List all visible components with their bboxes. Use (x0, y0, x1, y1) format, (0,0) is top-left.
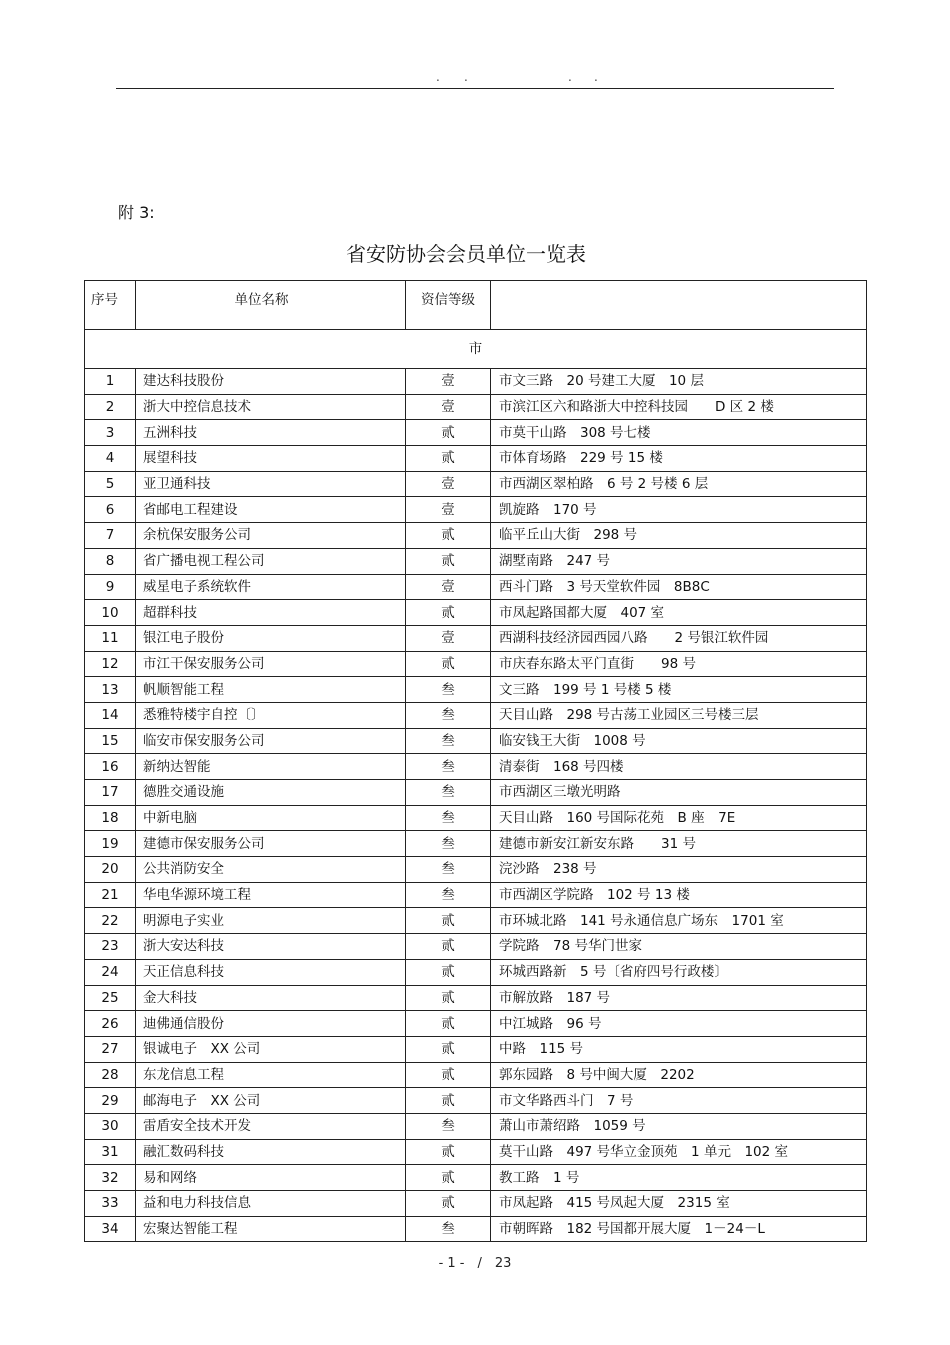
table-row (85, 908, 867, 934)
cell-credit-grade: 贰 (406, 1036, 491, 1062)
cell-seq: 34 (85, 1216, 136, 1242)
cell-credit-grade: 贰 (406, 446, 491, 472)
cell-seq: 32 (85, 1165, 136, 1191)
header-rule (116, 88, 834, 89)
cell-seq: 8 (85, 548, 136, 574)
cell-credit-grade: 贰 (406, 985, 491, 1011)
cell-address: 郭东园路 8 号中闽大厦 2202 (491, 1062, 867, 1088)
cell-address: 凯旋路 170 号 (491, 497, 867, 523)
cell-unit-name: 浙大中控信息技术 (136, 394, 406, 420)
cell-seq: 18 (85, 805, 136, 831)
header-address (491, 281, 867, 330)
cell-credit-grade: 壹 (406, 471, 491, 497)
cell-credit-grade: 壹 (406, 497, 491, 523)
cell-seq: 12 (85, 651, 136, 677)
cell-credit-grade: 壹 (406, 394, 491, 420)
table-row (85, 728, 867, 754)
cell-credit-grade: 贰 (406, 959, 491, 985)
cell-seq: 2 (85, 394, 136, 420)
cell-seq: 6 (85, 497, 136, 523)
cell-seq: 31 (85, 1139, 136, 1165)
cell-address: 西湖科技经济园西园八路 2 号银江软件园 (491, 625, 867, 651)
cell-credit-grade: 叁 (406, 677, 491, 703)
cell-unit-name: 中新电脑 (136, 805, 406, 831)
cell-address: 临平丘山大街 298 号 (491, 523, 867, 549)
cell-address: 萧山市萧绍路 1059 号 (491, 1113, 867, 1139)
table-row (85, 574, 867, 600)
cell-address: 中路 115 号 (491, 1036, 867, 1062)
cell-credit-grade: 叁 (406, 754, 491, 780)
table-row (85, 702, 867, 728)
cell-address: 市西湖区三墩光明路 (491, 780, 867, 806)
table-row (85, 1036, 867, 1062)
cell-credit-grade: 壹 (406, 369, 491, 395)
cell-seq: 4 (85, 446, 136, 472)
cell-address: 学院路 78 号华门世家 (491, 934, 867, 960)
cell-seq: 26 (85, 1011, 136, 1037)
cell-unit-name: 威星电子系统软件 (136, 574, 406, 600)
cell-seq: 7 (85, 523, 136, 549)
table-row (85, 651, 867, 677)
cell-address: 临安钱王大街 1008 号 (491, 728, 867, 754)
header-dot: . (464, 70, 468, 84)
cell-unit-name: 邮海电子 XX 公司 (136, 1088, 406, 1114)
table-row (85, 446, 867, 472)
cell-seq: 3 (85, 420, 136, 446)
cell-seq: 25 (85, 985, 136, 1011)
cell-credit-grade: 贰 (406, 600, 491, 626)
table-row (85, 677, 867, 703)
cell-address: 文三路 199 号 1 号楼 5 楼 (491, 677, 867, 703)
table-row (85, 1139, 867, 1165)
cell-credit-grade: 叁 (406, 831, 491, 857)
cell-seq: 22 (85, 908, 136, 934)
cell-unit-name: 明源电子实业 (136, 908, 406, 934)
header-dot: . (594, 70, 598, 84)
cell-unit-name: 新纳达智能 (136, 754, 406, 780)
cell-address: 市庆春东路太平门直街 98 号 (491, 651, 867, 677)
cell-address: 教工路 1 号 (491, 1165, 867, 1191)
cell-seq: 1 (85, 369, 136, 395)
cell-unit-name: 迪佛通信股份 (136, 1011, 406, 1037)
cell-address: 天目山路 160 号国际花苑 B 座 7E (491, 805, 867, 831)
cell-credit-grade: 贰 (406, 523, 491, 549)
cell-credit-grade: 贰 (406, 1165, 491, 1191)
cell-address: 环城西路新 5 号〔省府四号行政楼〕 (491, 959, 867, 985)
cell-seq: 30 (85, 1113, 136, 1139)
cell-credit-grade: 壹 (406, 625, 491, 651)
table-row (85, 420, 867, 446)
cell-address: 市解放路 187 号 (491, 985, 867, 1011)
header-dot: . (436, 70, 440, 84)
cell-address: 市西湖区学院路 102 号 13 楼 (491, 882, 867, 908)
cell-address: 市环城北路 141 号永通信息广场东 1701 室 (491, 908, 867, 934)
table-row (85, 369, 867, 395)
cell-credit-grade: 叁 (406, 805, 491, 831)
attachment-label: 附 3: (118, 203, 155, 222)
cell-address: 天目山路 298 号古荡工业园区三号楼三层 (491, 702, 867, 728)
section-row (85, 330, 867, 369)
cell-address: 市凤起路 415 号凤起大厦 2315 室 (491, 1191, 867, 1217)
table-row (85, 1165, 867, 1191)
cell-unit-name: 公共消防安全 (136, 857, 406, 883)
section-label: 市 (85, 330, 867, 369)
cell-address: 建德市新安江新安东路 31 号 (491, 831, 867, 857)
cell-credit-grade: 叁 (406, 780, 491, 806)
table-row (85, 625, 867, 651)
cell-credit-grade: 贰 (406, 1139, 491, 1165)
cell-address: 莫干山路 497 号华立金顶苑 1 单元 102 室 (491, 1139, 867, 1165)
cell-unit-name: 五洲科技 (136, 420, 406, 446)
cell-unit-name: 德胜交通设施 (136, 780, 406, 806)
cell-unit-name: 融汇数码科技 (136, 1139, 406, 1165)
table-row (85, 857, 867, 883)
cell-address: 市文三路 20 号建工大厦 10 层 (491, 369, 867, 395)
cell-unit-name: 银江电子股份 (136, 625, 406, 651)
table-row (85, 497, 867, 523)
cell-seq: 11 (85, 625, 136, 651)
member-table (84, 280, 867, 1242)
table-row (85, 523, 867, 549)
cell-seq: 33 (85, 1191, 136, 1217)
cell-address: 市西湖区翠柏路 6 号 2 号楼 6 层 (491, 471, 867, 497)
cell-seq: 23 (85, 934, 136, 960)
header-seq: 序号 (85, 281, 136, 330)
cell-credit-grade: 叁 (406, 728, 491, 754)
page-number: - 1 - / 23 (438, 1256, 512, 1271)
cell-seq: 10 (85, 600, 136, 626)
cell-unit-name: 悉雅特楼宇自控〔〕 (136, 702, 406, 728)
table-row (85, 959, 867, 985)
cell-unit-name: 亚卫通科技 (136, 471, 406, 497)
cell-unit-name: 省广播电视工程公司 (136, 548, 406, 574)
table-header-row (85, 281, 867, 330)
cell-seq: 16 (85, 754, 136, 780)
table-row (85, 394, 867, 420)
table-row (85, 600, 867, 626)
header-credit-grade: 资信等级 (406, 281, 491, 330)
cell-unit-name: 建德市保安服务公司 (136, 831, 406, 857)
cell-seq: 28 (85, 1062, 136, 1088)
cell-credit-grade: 贰 (406, 934, 491, 960)
cell-unit-name: 益和电力科技信息 (136, 1191, 406, 1217)
table-row (85, 548, 867, 574)
cell-seq: 17 (85, 780, 136, 806)
cell-credit-grade: 贰 (406, 1088, 491, 1114)
cell-address: 中江城路 96 号 (491, 1011, 867, 1037)
cell-credit-grade: 叁 (406, 882, 491, 908)
cell-credit-grade: 贰 (406, 1011, 491, 1037)
cell-credit-grade: 贰 (406, 420, 491, 446)
table-row (85, 985, 867, 1011)
table-row (85, 1062, 867, 1088)
cell-credit-grade: 贰 (406, 1062, 491, 1088)
table-row (85, 934, 867, 960)
cell-address: 市朝晖路 182 号国都开展大厦 1－24－L (491, 1216, 867, 1242)
table-row (85, 882, 867, 908)
table-row (85, 1088, 867, 1114)
cell-seq: 5 (85, 471, 136, 497)
table-row (85, 1191, 867, 1217)
cell-unit-name: 东龙信息工程 (136, 1062, 406, 1088)
cell-seq: 14 (85, 702, 136, 728)
cell-credit-grade: 叁 (406, 857, 491, 883)
cell-seq: 15 (85, 728, 136, 754)
cell-credit-grade: 叁 (406, 1216, 491, 1242)
cell-address: 市凤起路国都大厦 407 室 (491, 600, 867, 626)
cell-credit-grade: 叁 (406, 702, 491, 728)
cell-seq: 27 (85, 1036, 136, 1062)
cell-unit-name: 银诚电子 XX 公司 (136, 1036, 406, 1062)
table-row (85, 471, 867, 497)
cell-unit-name: 省邮电工程建设 (136, 497, 406, 523)
cell-unit-name: 临安市保安服务公司 (136, 728, 406, 754)
table-row (85, 1216, 867, 1242)
cell-address: 市莫干山路 308 号七楼 (491, 420, 867, 446)
cell-address: 市滨江区六和路浙大中控科技园 D 区 2 楼 (491, 394, 867, 420)
cell-unit-name: 雷盾安全技术开发 (136, 1113, 406, 1139)
cell-address: 西斗门路 3 号天堂软件园 8B8C (491, 574, 867, 600)
cell-credit-grade: 贰 (406, 1191, 491, 1217)
cell-credit-grade: 贰 (406, 651, 491, 677)
header-unit-name: 单位名称 (136, 281, 406, 330)
table-row (85, 831, 867, 857)
header-dot: . (568, 70, 572, 84)
cell-address: 清泰街 168 号四楼 (491, 754, 867, 780)
cell-credit-grade: 叁 (406, 1113, 491, 1139)
cell-seq: 20 (85, 857, 136, 883)
cell-address: 市文华路西斗门 7 号 (491, 1088, 867, 1114)
cell-unit-name: 建达科技股份 (136, 369, 406, 395)
cell-address: 湖墅南路 247 号 (491, 548, 867, 574)
cell-unit-name: 展望科技 (136, 446, 406, 472)
cell-unit-name: 宏聚达智能工程 (136, 1216, 406, 1242)
table-row (85, 1011, 867, 1037)
cell-seq: 19 (85, 831, 136, 857)
table-row (85, 754, 867, 780)
cell-address: 浣沙路 238 号 (491, 857, 867, 883)
cell-address: 市体育场路 229 号 15 楼 (491, 446, 867, 472)
cell-unit-name: 浙大安达科技 (136, 934, 406, 960)
cell-unit-name: 市江干保安服务公司 (136, 651, 406, 677)
cell-unit-name: 余杭保安服务公司 (136, 523, 406, 549)
table-row (85, 1113, 867, 1139)
cell-unit-name: 金大科技 (136, 985, 406, 1011)
header-dots (0, 70, 950, 84)
cell-seq: 13 (85, 677, 136, 703)
cell-unit-name: 天正信息科技 (136, 959, 406, 985)
cell-unit-name: 帆顺智能工程 (136, 677, 406, 703)
cell-credit-grade: 贰 (406, 548, 491, 574)
table-row (85, 805, 867, 831)
cell-seq: 24 (85, 959, 136, 985)
table-row (85, 780, 867, 806)
cell-unit-name: 华电华源环境工程 (136, 882, 406, 908)
cell-unit-name: 易和网络 (136, 1165, 406, 1191)
cell-seq: 21 (85, 882, 136, 908)
cell-unit-name: 超群科技 (136, 600, 406, 626)
cell-credit-grade: 壹 (406, 574, 491, 600)
page-title: 省安防协会会员单位一览表 (346, 242, 586, 266)
cell-credit-grade: 贰 (406, 908, 491, 934)
cell-seq: 9 (85, 574, 136, 600)
cell-seq: 29 (85, 1088, 136, 1114)
